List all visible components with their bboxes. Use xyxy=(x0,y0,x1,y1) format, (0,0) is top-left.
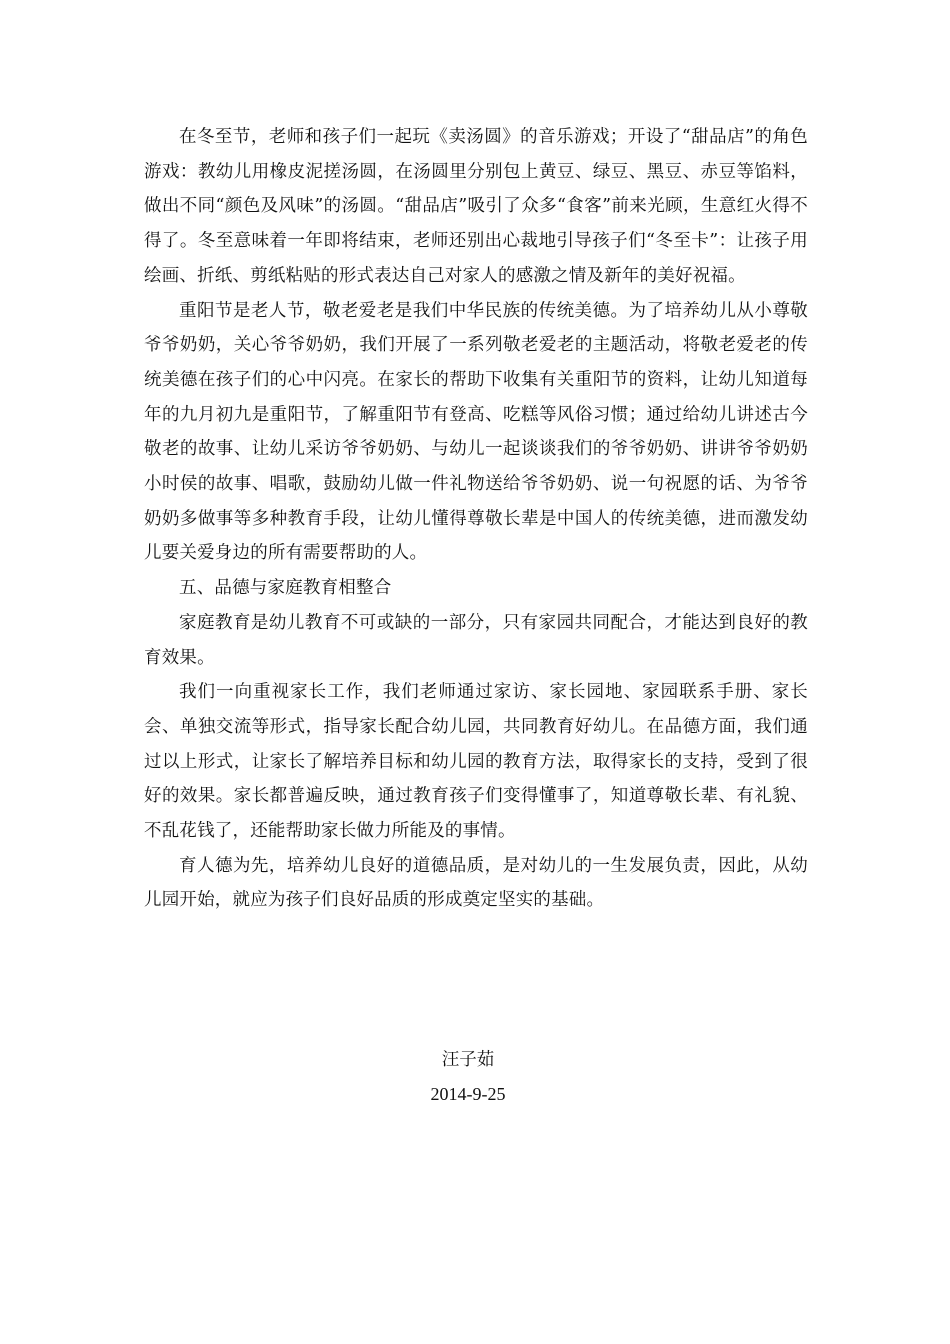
signature-name: 汪子茹 xyxy=(441,1050,495,1070)
paragraph-conclusion: 育人德为先，培养幼儿良好的道德品质，是对幼儿的一生发展负责，因此，从幼儿园开始，就应为孩子们良好品质的形成奠定坚实的基础。 xyxy=(144,855,808,911)
paragraph-family-education-intro: 家庭教育是幼儿教育不可或缺的一部分，只有家园共同配合，才能达到良好的教育效果。 xyxy=(144,612,808,668)
signature-date: 2014-9-25 xyxy=(430,1084,506,1104)
paragraph-double-ninth: 重阳节是老人节，敬老爱老是我们中华民族的传统美德。为了培养幼儿从小尊敬爷爷奶奶，关心爷爷奶奶，我们开展了一系列敬老爱老的主题活动，将敬老爱老的传统美德在孩子们的心中闪亮。在家长的帮助下收集有关重阳节的资料，让幼儿知道每年的九月初九是重阳节，了解重阳节有登高、吃糕等风俗习惯；通过给幼儿讲述古今敬老的故事、让幼儿采访爷爷奶奶、与幼儿一起谈谈我们的爷爷奶奶、讲讲爷爷奶奶小时侯的故事、唱歌，鼓励幼儿做一件礼物送给爷爷奶奶、说一句祝愿的话、为爷爷奶奶多做事等多种教育手段，让幼儿懂得尊敬长辈是中国人的传统美德，进而激发幼儿要关爱身边的所有需要帮助的人。 xyxy=(144,300,808,564)
section-heading-family-education: 五、品德与家庭教育相整合 xyxy=(179,578,392,599)
document-body xyxy=(144,120,808,918)
paragraph-winter-solstice: 在冬至节，老师和孩子们一起玩《卖汤圆》的音乐游戏；开设了“甜品店”的角色游戏：教幼儿用橡皮泥搓汤圆，在汤圆里分别包上黄豆、绿豆、黑豆、赤豆等馅料，做出不同“颜色及风味”的汤圆。“甜品店”吸引了众多“食客”前来光顾，生意红火得不得了。冬至意味着一年即将结束，老师还别出心裁地引导孩子们“冬至卡”：让孩子用绘画、折纸、剪纸粘贴的形式表达自己对家人的感激之情及新年的美好祝福。 xyxy=(144,127,808,286)
paragraph-parent-work: 我们一向重视家长工作，我们老师通过家访、家长园地、家园联系手册、家长会、单独交流等形式，指导家长配合幼儿园，共同教育好幼儿。在品德方面，我们通过以上形式，让家长了解培养目标和幼儿园的教育方法，取得家长的支持，受到了很好的效果。家长都普遍反映，通过教育孩子们变得懂事了，知道尊敬长辈、有礼貌、不乱花钱了，还能帮助家长做力所能及的事情。 xyxy=(144,682,808,842)
